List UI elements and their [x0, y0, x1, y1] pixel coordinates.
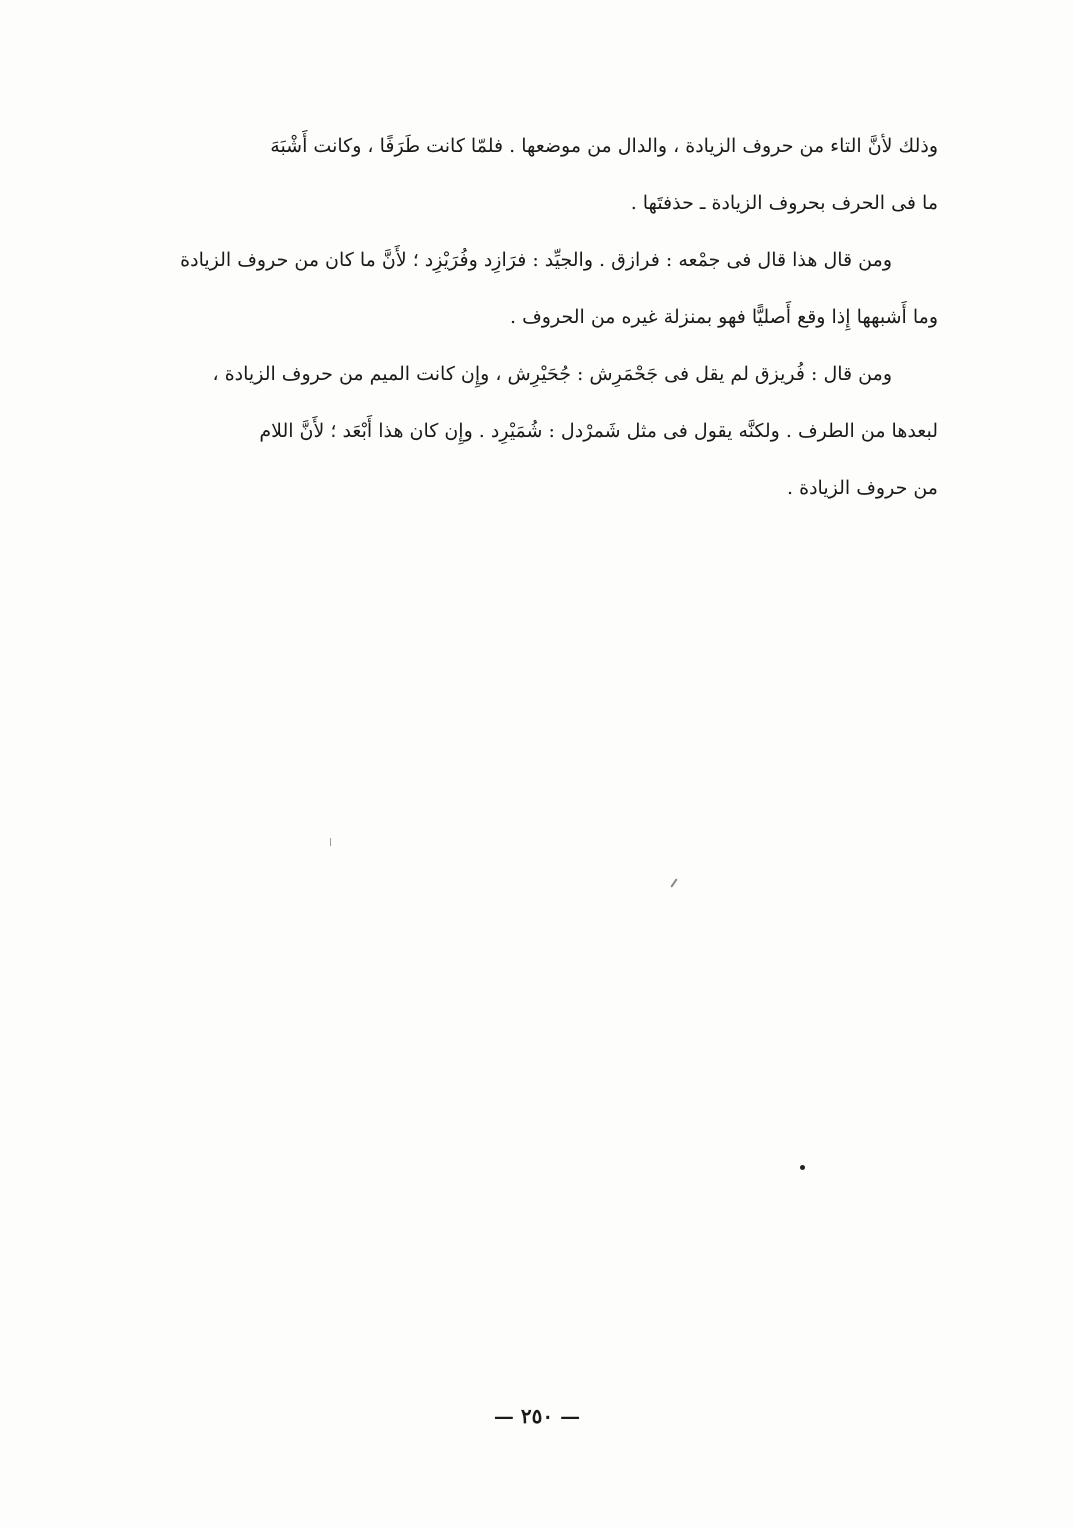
- scan-mark: [670, 878, 677, 887]
- paragraph-2-line-1: ومن قال هذا قال فى جمْعه : فرازق . والجيِّد : فرَازِد وفُرَيْزِد ؛ لأَنَّ ما كان من حروف الزيادة: [180, 249, 892, 271]
- paragraph-2: [62, 232, 938, 346]
- paragraph-3-line-3: من حروف الزيادة .: [787, 477, 938, 499]
- paragraph-1: [62, 118, 938, 232]
- scan-mark: [330, 838, 331, 846]
- paragraph-3-line-2: لبعدها من الطرف . ولكنَّه يقول فى مثل شَمرْدل : شُمَيْرِد . وإِن كان هذا أَبْعَد ؛ لأَنَّ اللام: [259, 420, 938, 442]
- paragraph-1-line-1: وذلك لأنَّ التاء من حروف الزيادة ، والدال من موضعها . فلمّا كانت طَرَفًا ، وكانت أَشْبَهَ: [270, 135, 938, 157]
- page-number: — ٢٥٠ —: [493, 1404, 581, 1428]
- paragraph-3-line-1: ومن قال : فُريزق لم يقل فى جَحْمَرِش : جُحَيْرِش ، وإِن كانت الميم من حروف الزيادة ،: [212, 363, 892, 385]
- scan-speck: [800, 1165, 805, 1170]
- paragraph-1-line-2: ما فى الحرف بحروف الزيادة ـ حذفتَها .: [630, 192, 938, 214]
- paragraph-2-line-2: وما أَشبهها إِذا وقع أَصليًّا فهو بمنزلة غيره من الحروف .: [510, 306, 938, 328]
- body-text: [62, 118, 938, 517]
- paragraph-3: [62, 346, 938, 517]
